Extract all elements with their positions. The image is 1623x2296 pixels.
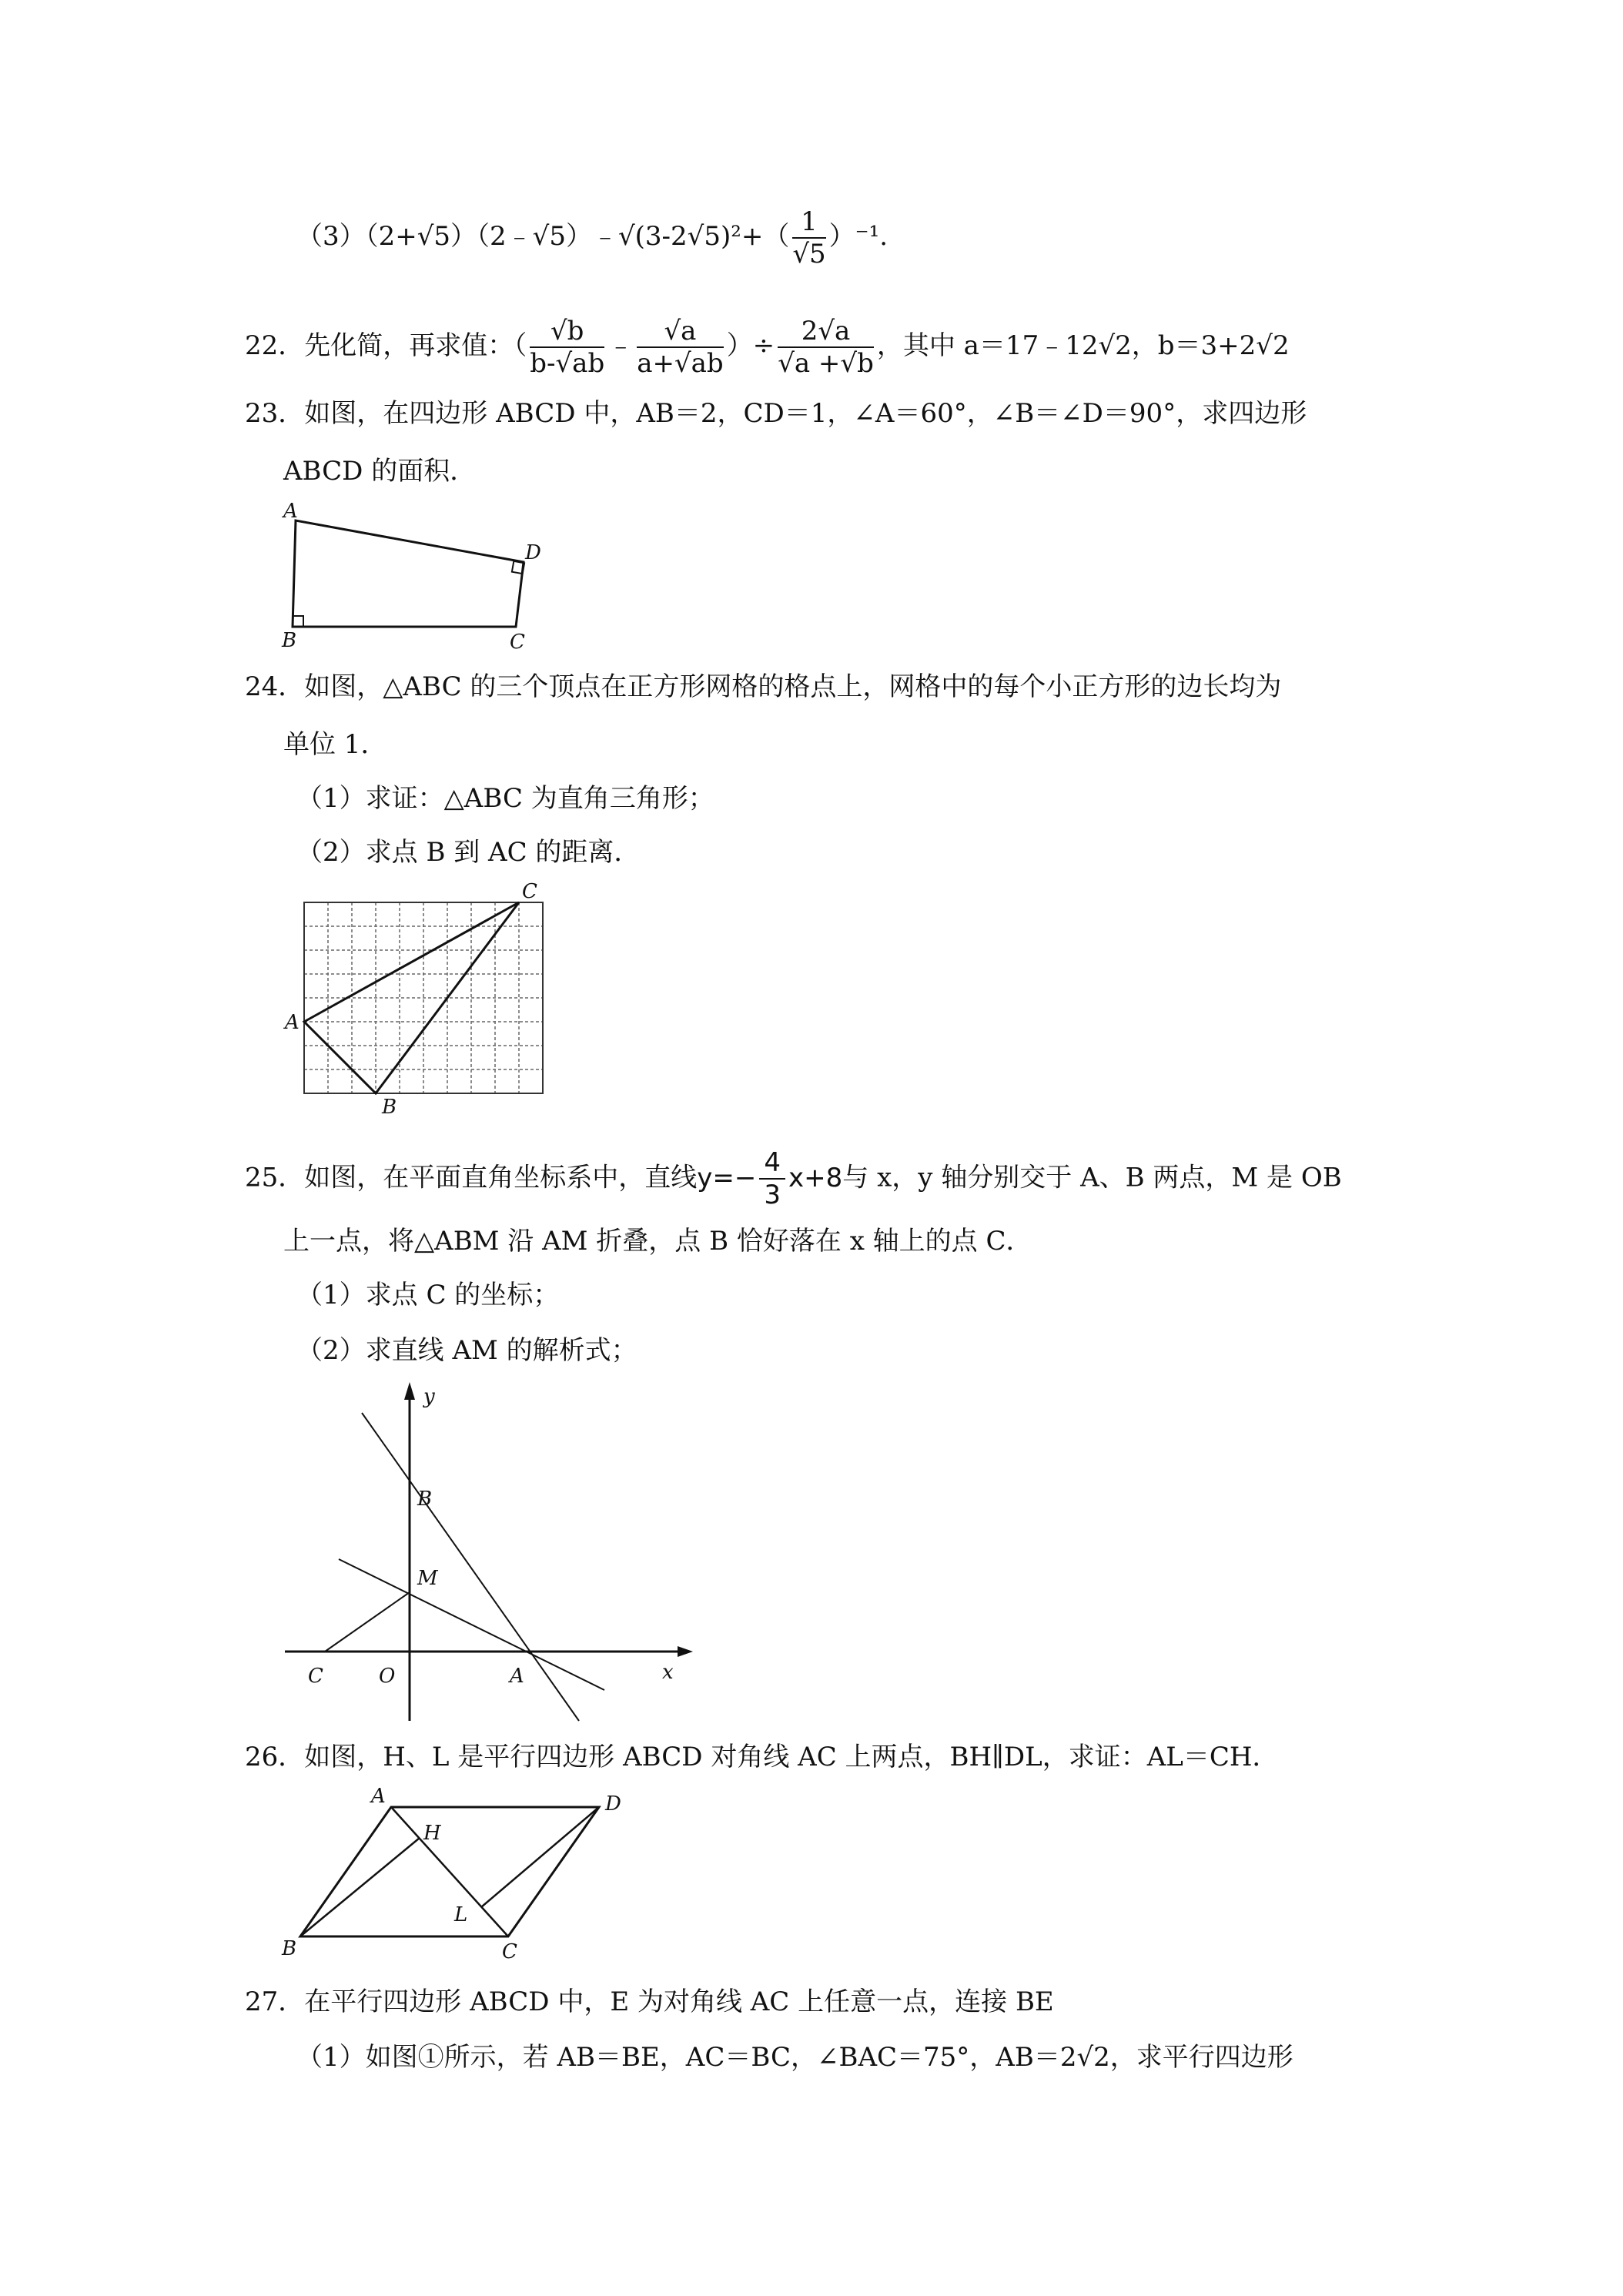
- q22-f2-den: a+√ab: [637, 348, 724, 379]
- q21-frac-num: 1: [792, 206, 825, 239]
- q22-f3-den: √a +√b: [778, 348, 874, 379]
- q22-fraction-1: [530, 316, 604, 379]
- q23-line2: ABCD 的面积．: [283, 456, 477, 487]
- q26-label-b: B: [282, 1937, 297, 1960]
- q23-line1: 23．如图，在四边形 ABCD 中，AB＝2，CD＝1，∠A＝60°，∠B＝∠D＝90°，求四边形: [245, 398, 1307, 429]
- q23-right-angle-b: [293, 616, 303, 627]
- q22-f3-num: 2√a: [778, 316, 874, 348]
- q22-fraction-3: [778, 316, 874, 379]
- q26-label-l: L: [454, 1903, 468, 1926]
- q25-coordinate-figure: [277, 1378, 693, 1725]
- q25-y-arrow: [404, 1382, 415, 1400]
- q25-label-c: C: [308, 1665, 323, 1688]
- q22-f2-num: √a: [637, 316, 723, 348]
- q21-fraction: [792, 206, 825, 269]
- q25-sub2: （2）求直线 AM 的解析式；: [296, 1335, 637, 1366]
- q23-label-d: D: [525, 541, 541, 564]
- q24-sub1: （1）求证：△ABC 为直角三角形；: [296, 783, 714, 814]
- q25-line-cm: [325, 1592, 410, 1652]
- q22-f1-num: √b: [530, 316, 604, 348]
- q26-line1: 26．如图，H、L 是平行四边形 ABCD 对角线 AC 上两点，BH∥DL，求证：AL＝CH．: [245, 1742, 1279, 1772]
- q25-eq-den: 3: [764, 1180, 781, 1210]
- q22-div: ）÷: [726, 330, 775, 361]
- q25-x-arrow: [678, 1646, 693, 1657]
- q21-frac-den: √5: [792, 239, 826, 269]
- q25-equation: [697, 1147, 843, 1210]
- q24-label-b: B: [382, 1096, 397, 1116]
- q25-eq-fraction: [759, 1147, 785, 1210]
- q22-fraction-2: [637, 316, 723, 379]
- q21-part3-text: （3）（2+√5）（2﹣√5）﹣√(3-2√5)²+（: [296, 221, 790, 252]
- q22-prefix: 22．先化简，再求值：（: [245, 330, 527, 361]
- q25-line1-post: 与 x，y 轴分别交于 A、B 两点，M 是 OB: [842, 1162, 1342, 1193]
- q25-label-y: y: [423, 1385, 435, 1408]
- q25-line2: 上一点，将△ABM 沿 AM 折叠，点 B 恰好落在 x 轴上的点 C．: [283, 1226, 1032, 1257]
- q26-label-a: A: [371, 1785, 386, 1808]
- q23-figure: [277, 500, 547, 654]
- q24-grid-figure: [277, 878, 570, 1116]
- q25-label-b: B: [417, 1488, 433, 1511]
- q26-diagonal-ac: [391, 1807, 508, 1936]
- q27-sub1: （1）如图①所示，若 AB＝BE，AC＝BC，∠BAC＝75°，AB＝2√2，求平行四边形: [296, 2042, 1293, 2073]
- q22-suffix: ，其中 a＝17﹣12√2，b＝3+2√2: [876, 330, 1290, 361]
- q25-label-x: x: [662, 1661, 674, 1684]
- q26-label-d: D: [605, 1792, 621, 1816]
- q23-quadrilateral: [293, 520, 524, 627]
- q22-question: [245, 316, 1290, 379]
- q22-f1-den: b-√ab: [530, 348, 605, 379]
- q23-label-c: C: [510, 631, 525, 654]
- q25-eq-post: x+8: [788, 1162, 843, 1193]
- q24-label-a: A: [285, 1011, 300, 1034]
- q24-line2: 单位 1．: [283, 729, 387, 760]
- q24-sub2: （2）求点 B 到 AC 的距离．: [296, 837, 641, 868]
- q25-sub1: （1）求点 C 的坐标；: [296, 1280, 560, 1310]
- q23-label-b: B: [282, 629, 297, 652]
- q21-part3: [296, 206, 888, 269]
- q24-grid: [304, 902, 543, 1093]
- q25-label-m: M: [417, 1567, 438, 1590]
- q24-label-c: C: [522, 880, 537, 903]
- q27-line1: 27．在平行四边形 ABCD 中，E 为对角线 AC 上任意一点，连接 BE: [245, 1986, 1054, 2017]
- q21-part3-tail: ）⁻¹.: [828, 221, 888, 252]
- q25-eq-num: 4: [759, 1147, 785, 1180]
- q25-eq-pre: y=−: [697, 1162, 757, 1193]
- q25-label-o: O: [379, 1665, 396, 1688]
- q25-line1-pre: 25．如图，在平面直角坐标系中，直线: [245, 1162, 698, 1193]
- q26-label-h: H: [423, 1822, 441, 1845]
- q25-label-a: A: [510, 1665, 524, 1688]
- q25-line1: [245, 1147, 1342, 1210]
- q24-triangle: [304, 902, 519, 1093]
- q26-parallelogram-figure: [277, 1782, 639, 1960]
- q22-minus: ﹣: [607, 330, 634, 361]
- q24-line1: 24．如图，△ABC 的三个顶点在正方形网格的格点上，网格中的每个小正方形的边长均为: [245, 671, 1282, 702]
- q26-label-c: C: [502, 1940, 517, 1960]
- q23-label-a: A: [283, 500, 298, 523]
